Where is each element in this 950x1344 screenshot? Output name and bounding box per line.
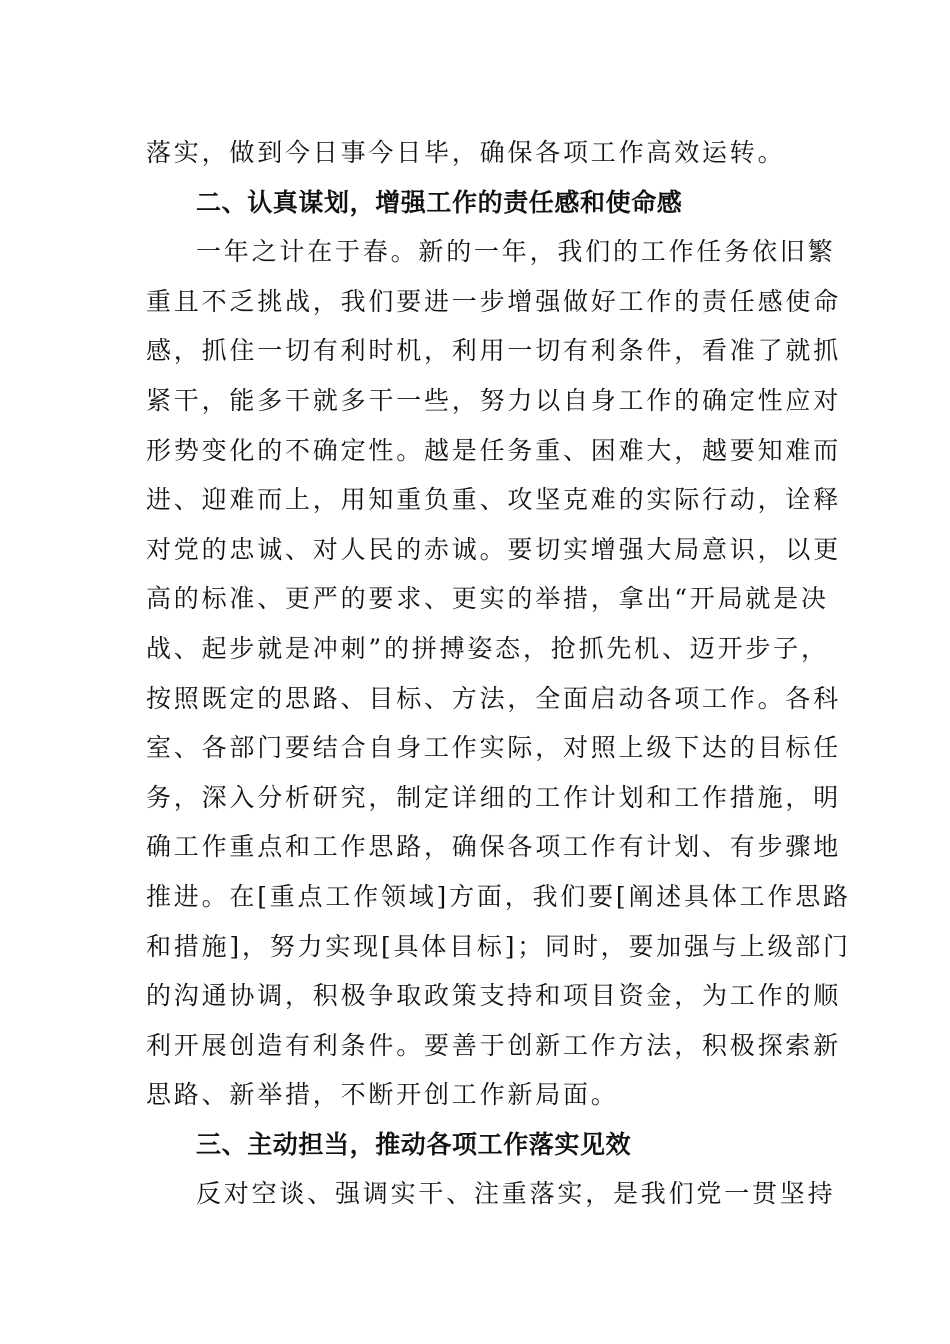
- paragraph-line: 利开展创造有利条件。要善于创新工作方法，积极探索新: [146, 1030, 842, 1060]
- paragraph-line: 高的标准、更严的要求、更实的举措，拿出“开局就是决: [146, 584, 829, 614]
- paragraph-line: 进、迎难而上，用知重负重、攻坚克难的实际行动，诠释: [146, 485, 842, 515]
- paragraph-line: 一年之计在于春。新的一年，我们的工作任务依旧繁: [196, 237, 836, 267]
- paragraph-line: 务，深入分析研究，制定详细的工作计划和工作措施，明: [146, 782, 842, 812]
- paragraph-line: 按照既定的思路、目标、方法，全面启动各项工作。各科: [146, 683, 842, 713]
- section-heading: 二、认真谋划，增强工作的责任感和使命感: [196, 187, 683, 217]
- paragraph-line: 和措施]，努力实现[具体目标]；同时，要加强与上级部门: [146, 931, 851, 961]
- paragraph-line: 确工作重点和工作思路，确保各项工作有计划、有步骤地: [146, 832, 842, 862]
- paragraph-line: 重且不乏挑战，我们要进一步增强做好工作的责任感使命: [146, 286, 842, 316]
- paragraph-line: 感，抓住一切有利时机，利用一切有利条件，看准了就抓: [146, 336, 842, 366]
- paragraph-line: 紧干，能多干就多干一些，努力以自身工作的确定性应对: [146, 385, 842, 415]
- paragraph-line: 思路、新举措，不断开创工作新局面。: [146, 1080, 619, 1110]
- paragraph-line: 反对空谈、强调实干、注重落实，是我们党一贯坚持: [196, 1179, 836, 1209]
- paragraph-line: 室、各部门要结合自身工作实际，对照上级下达的目标任: [146, 733, 842, 763]
- paragraph-line: 战、起步就是冲刺”的拼搏姿态，抢抓先机、迈开步子，: [146, 633, 829, 663]
- paragraph-line: 对党的忠诚、对人民的赤诚。要切实增强大局意识，以更: [146, 534, 842, 564]
- paragraph-line: 推进。在[重点工作领域]方面，我们要[阐述具体工作思路: [146, 881, 851, 911]
- paragraph-line: 形势变化的不确定性。越是任务重、困难大，越要知难而: [146, 435, 842, 465]
- paragraph-line: 的沟通协调，积极争取政策支持和项目资金，为工作的顺: [146, 981, 842, 1011]
- document-body: [146, 128, 851, 1219]
- section-heading: 三、主动担当，推动各项工作落实见效: [196, 1129, 632, 1159]
- paragraph-line: 落实，做到今日事今日毕，确保各项工作高效运转。: [146, 138, 786, 167]
